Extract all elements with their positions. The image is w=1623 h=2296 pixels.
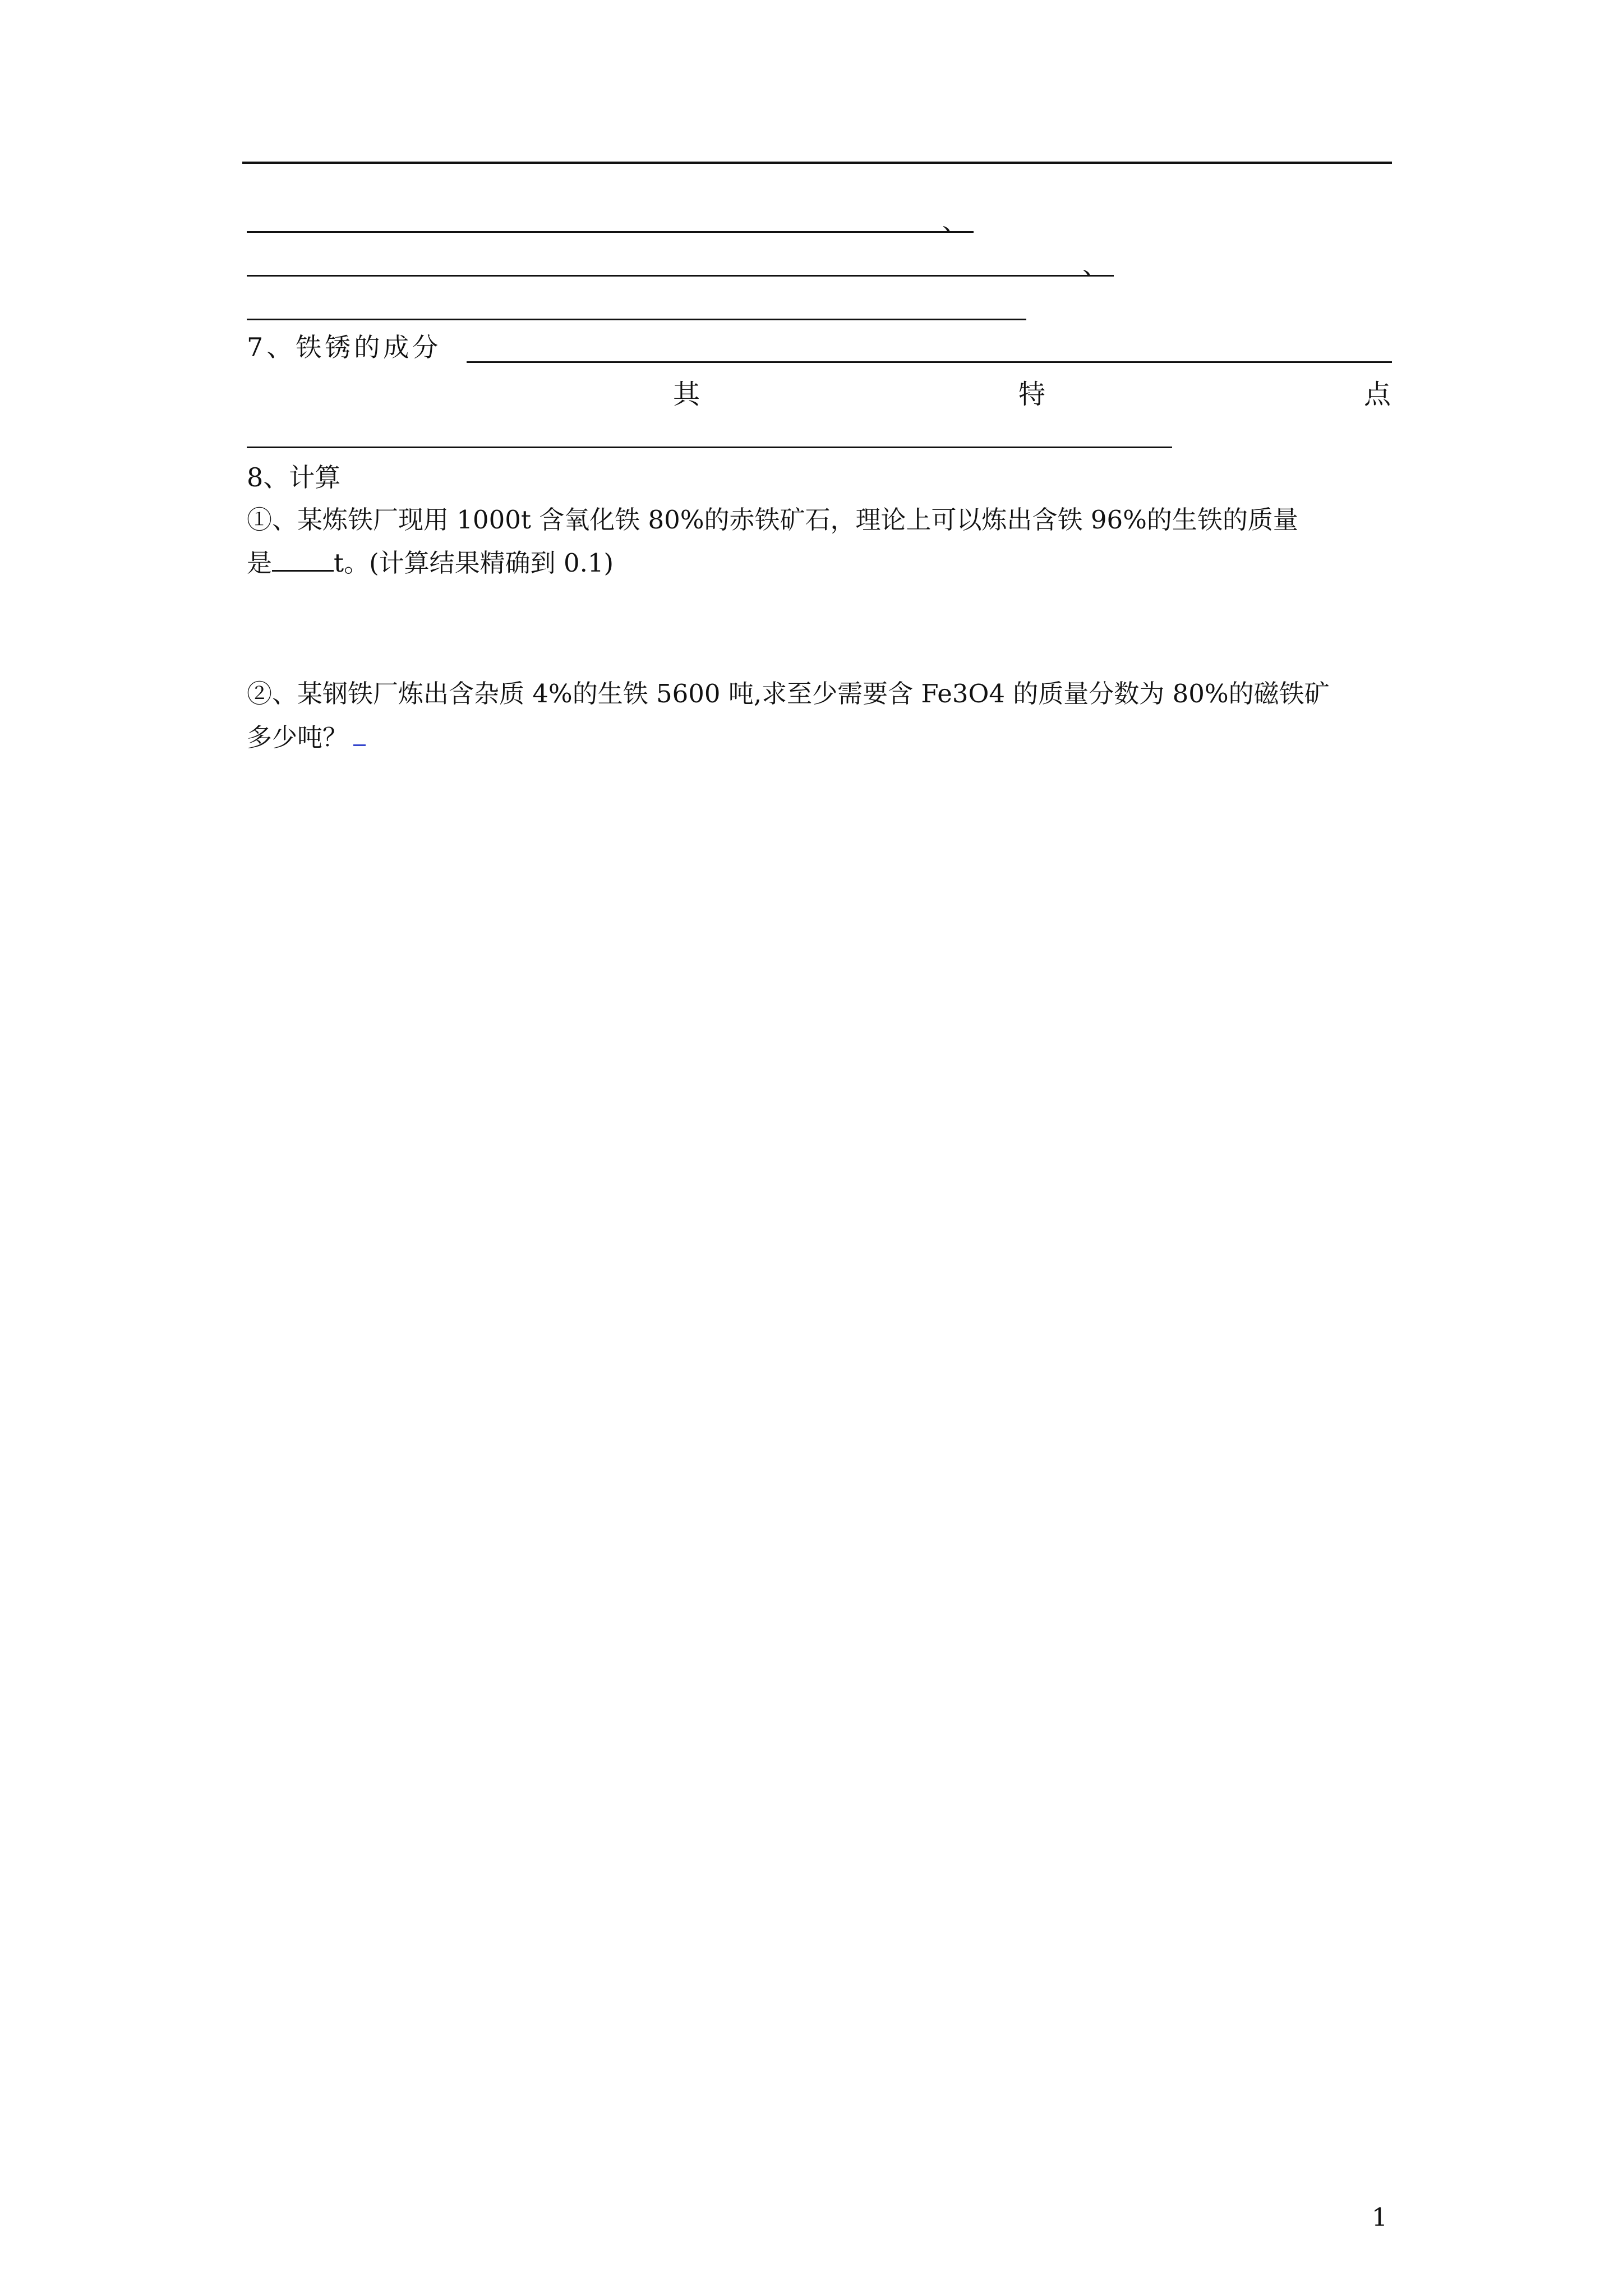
q8-item2-line2 <box>247 723 366 753</box>
q7-answer-line <box>467 361 1392 363</box>
page-number: 1 <box>1372 2203 1387 2232</box>
q8-item1-suffix: t。(计算结果精确到 0.1) <box>334 548 614 578</box>
blank-line-2 <box>247 275 1114 277</box>
q7-spread-char-3: 点 <box>1363 379 1391 410</box>
q7-spread-char-1: 其 <box>673 379 700 410</box>
q8-item2-text: 多少吨？ <box>247 723 348 752</box>
q8-item2-line1: ②、某钢铁厂炼出含杂质 4%的生铁 5600 吨,求至少需要含 Fe3O4 的质量分数为 80%的磁铁矿 <box>247 679 1330 708</box>
q7-spread-row <box>247 372 1391 411</box>
q8-item2-answer-link[interactable] <box>353 723 366 746</box>
separator-mark-2: 、 <box>1082 250 1108 280</box>
blank-line-1 <box>247 231 974 233</box>
blank-line-3 <box>247 319 1026 320</box>
q8-item1-line2 <box>247 547 614 578</box>
q8-title: 8、计算 <box>247 462 341 493</box>
q7-spread-char-2: 特 <box>1018 379 1045 410</box>
q8-item1-prefix: 是 <box>247 548 273 578</box>
header-rule <box>242 162 1392 164</box>
q7-label: 7、铁锈的成分 <box>247 332 442 362</box>
separator-mark-1: 、 <box>942 206 968 237</box>
q8-item1-line1: ①、某炼铁厂现用 1000t 含氧化铁 80%的赤铁矿石，理论上可以炼出含铁 96%的生铁的质量 <box>247 505 1298 535</box>
q8-item1-answer-blank[interactable] <box>272 547 334 572</box>
q7-feature-line <box>247 447 1172 448</box>
